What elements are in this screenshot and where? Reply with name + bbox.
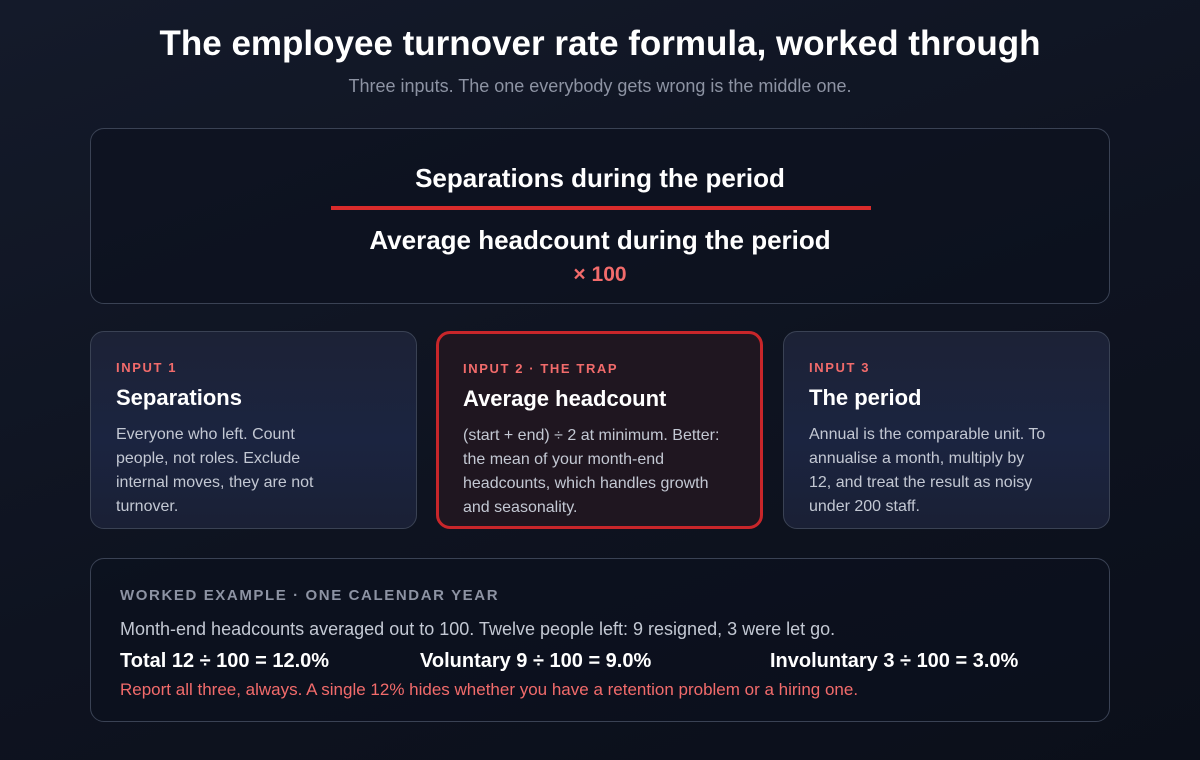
input-card-period xyxy=(783,331,1110,529)
fraction-bar xyxy=(331,206,871,210)
card-label: INPUT 3 xyxy=(809,360,871,375)
input-card-average-headcount xyxy=(436,331,763,529)
example-warning: Report all three, always. A single 12% hides whether you have a retention problem or a hiring one. xyxy=(120,680,859,699)
formula-multiplier: × 100 xyxy=(573,263,627,286)
example-description: Month-end headcounts averaged out to 100. Twelve people left: 9 resigned, 3 were let go. xyxy=(120,619,836,639)
page-title: The employee turnover rate formula, worked through xyxy=(159,24,1041,63)
result-total: Total 12 ÷ 100 = 12.0% xyxy=(120,650,330,672)
card-text: (start + end) ÷ 2 at minimum. Better: the mean of your month-end headcounts, which handles growth and seasonality. xyxy=(463,427,720,516)
card-text: Everyone who left. Count people, not roles. Exclude internal moves, they are not turnover. xyxy=(116,426,314,515)
card-text: Annual is the comparable unit. To annualise a month, multiply by 12, and treat the result as noisy under 200 staff. xyxy=(809,426,1046,515)
example-results xyxy=(120,650,1080,680)
worked-example-panel xyxy=(90,558,1110,722)
card-label: INPUT 2 · THE TRAP xyxy=(463,361,619,376)
formula-denominator: Average headcount during the period xyxy=(369,225,831,255)
input-card-separations xyxy=(90,331,417,529)
formula-numerator: Separations during the period xyxy=(415,163,785,193)
card-title: Separations xyxy=(116,385,242,410)
result-involuntary: Involuntary 3 ÷ 100 = 3.0% xyxy=(770,650,1019,672)
card-title: Average headcount xyxy=(463,386,667,411)
formula-panel xyxy=(90,128,1110,304)
example-label: WORKED EXAMPLE · ONE CALENDAR YEAR xyxy=(120,587,500,604)
result-voluntary: Voluntary 9 ÷ 100 = 9.0% xyxy=(420,650,652,672)
card-label: INPUT 1 xyxy=(116,360,178,375)
page-subtitle: Three inputs. The one everybody gets wrong is the middle one. xyxy=(348,76,852,96)
card-title: The period xyxy=(809,385,922,410)
